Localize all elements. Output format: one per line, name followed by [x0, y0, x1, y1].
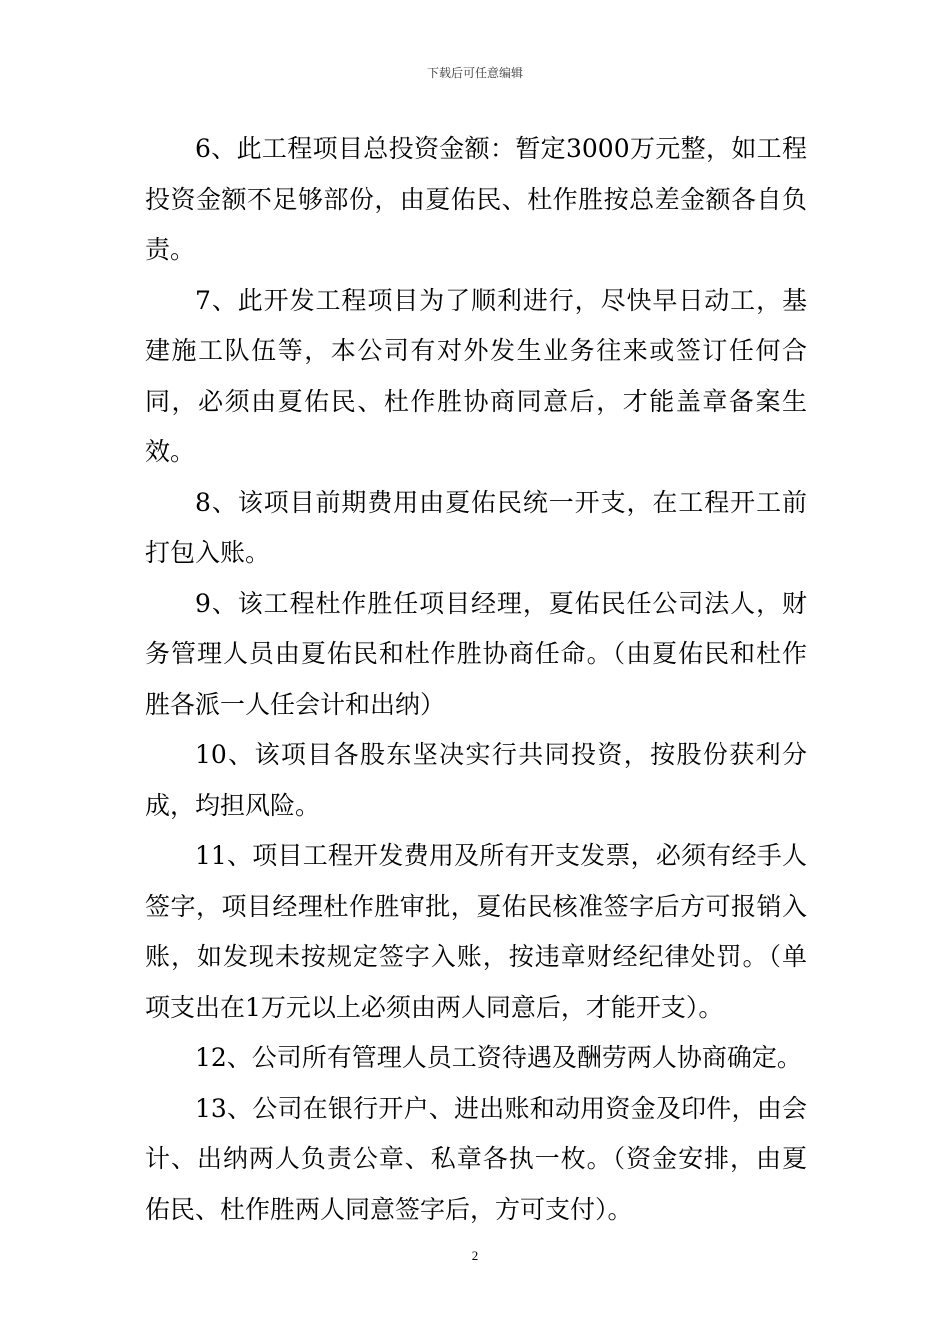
clause-13: 13、公司在银行开户、进出账和动用资金及印件，由会计、出纳两人负责公章、私章各执一枚。（资金安排，由夏佑民、杜作胜两人同意签字后，方可支付）。 — [145, 1093, 807, 1224]
clause-6: 6、此工程项目总投资金额：暂定3000万元整，如工程投资金额不足够部份，由夏佑民、杜作胜按总差金额各自负责。 — [145, 134, 807, 264]
page-header: 下载后可任意编辑 — [426, 66, 523, 80]
page-number: 2 — [471, 1248, 479, 1263]
clause-12: 12、公司所有管理人员工资待遇及酬劳两人协商确定。 — [195, 1043, 802, 1072]
clause-8: 8、该项目前期费用由夏佑民统一开支，在工程开工前打包入账。 — [145, 487, 807, 567]
clause-11: 11、项目工程开发费用及所有开支发票，必须有经手人签字，项目经理杜作胜审批，夏佑民核准签字后方可报销入账，如发现未按规定签字入账，按违章财经纪律处罚。（单项支出在1万元以上必须由两人同意后，才能开支）。 — [145, 841, 807, 1022]
clause-10: 10、该项目各股东坚决实行共同投资，按股份获利分成，均担风险。 — [145, 740, 807, 820]
document-body — [145, 124, 807, 1235]
clause-7: 7、此开发工程项目为了顺利进行，尽快早日动工，基建施工队伍等，本公司有对外发生业务往来或签订任何合同，必须由夏佑民、杜作胜协商同意后，才能盖章备案生效。 — [145, 285, 807, 466]
clause-9: 9、该工程杜作胜任项目经理，夏佑民任公司法人，财务管理人员由夏佑民和杜作胜协商任命。（由夏佑民和杜作胜各派一人任会计和出纳） — [145, 588, 807, 719]
